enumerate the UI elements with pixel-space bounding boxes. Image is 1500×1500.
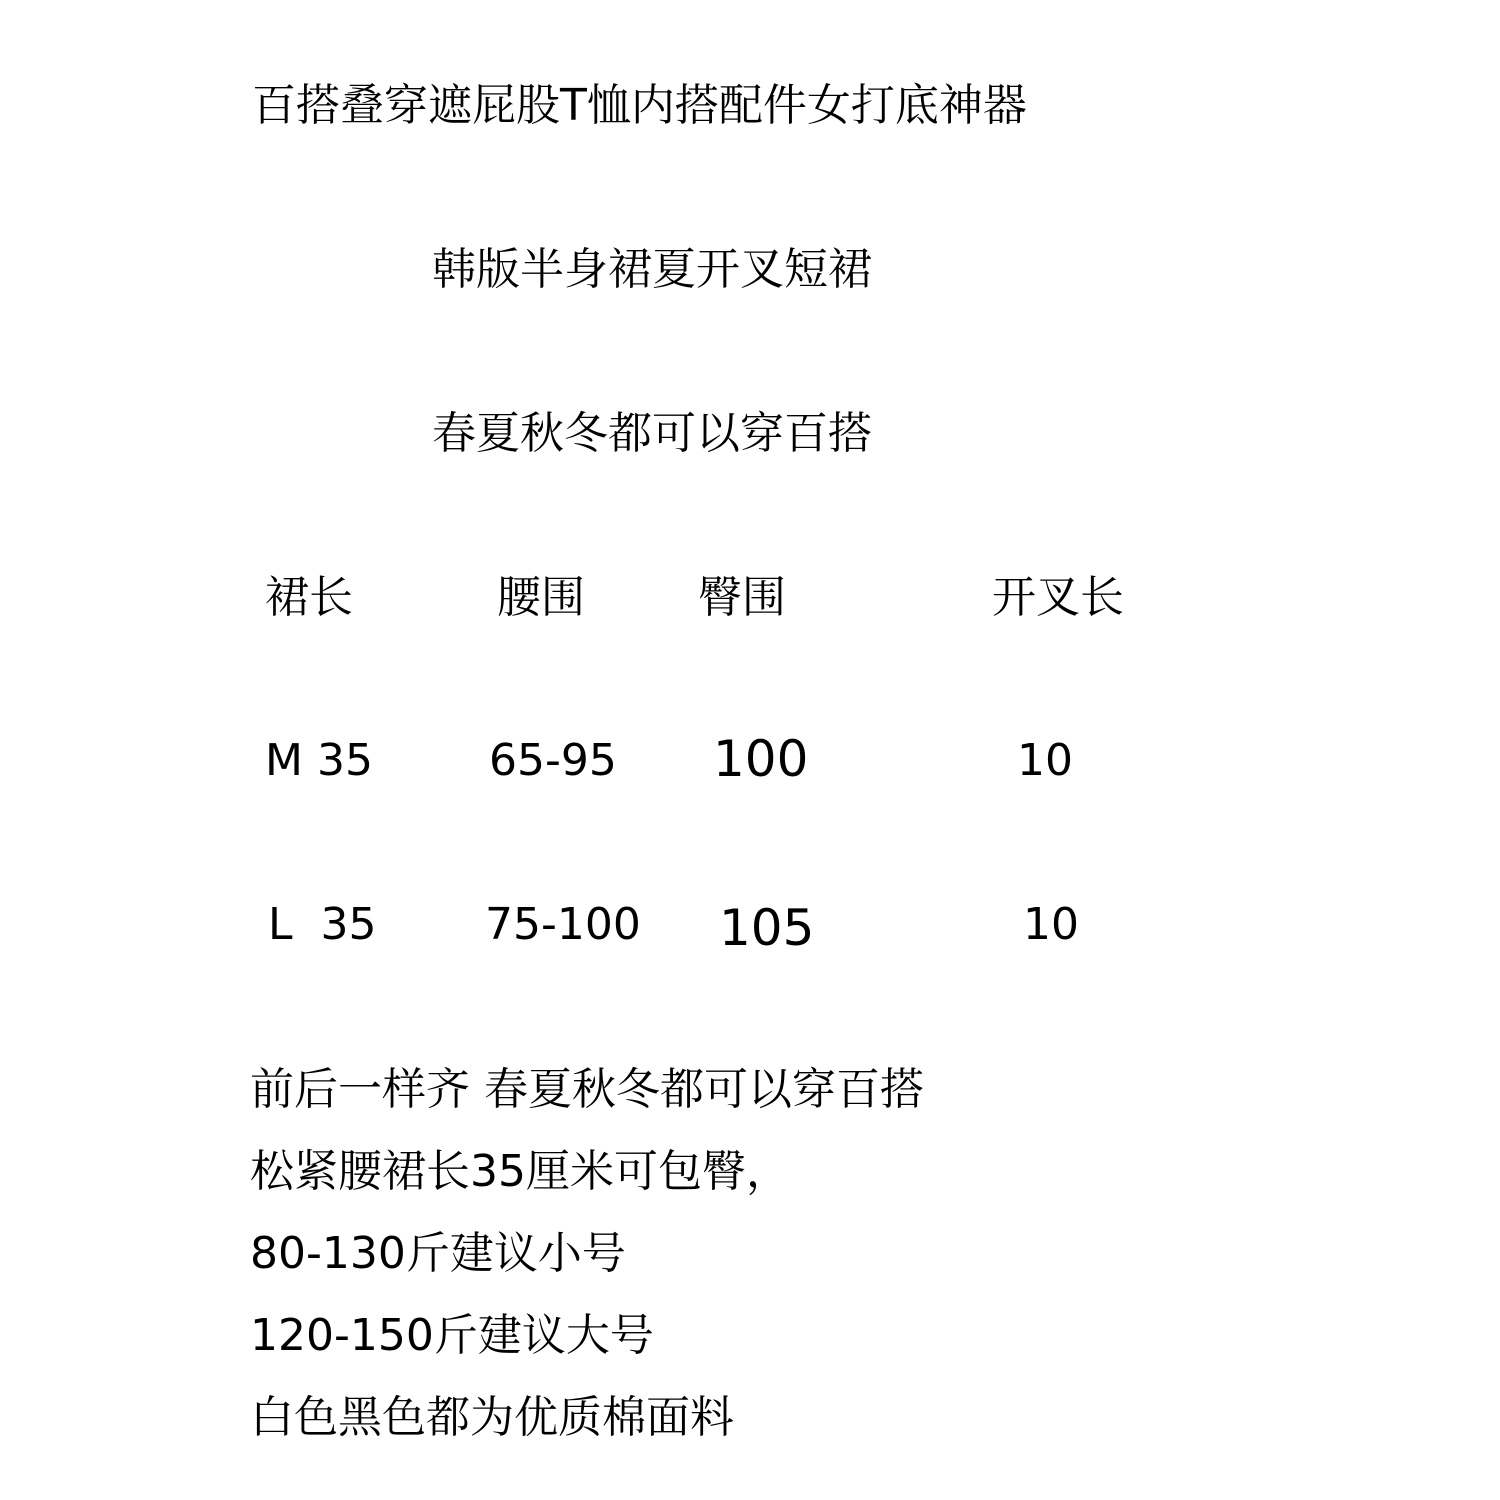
note-line-2: 松紧腰裙长35厘米可包臀，: [250, 1146, 790, 1197]
row-l-waist: 75-100: [485, 899, 641, 950]
header-hip: 臀围: [698, 572, 786, 623]
note-line-1: 前后一样齐 春夏秋冬都可以穿百搭: [250, 1064, 924, 1115]
subtitle-line-1: 韩版半身裙夏开叉短裙: [432, 244, 872, 295]
row-l-size-length: L 35: [268, 899, 377, 950]
header-waist: 腰围: [497, 572, 585, 623]
note-line-5: 白色黑色都为优质棉面料: [250, 1392, 734, 1443]
row-l-slit: 10: [1023, 899, 1079, 950]
row-m-size-length: M 35: [265, 735, 373, 786]
note-line-4: 120-150斤建议大号: [250, 1310, 654, 1361]
header-skirt-length: 裙长: [265, 572, 353, 623]
row-m-waist: 65-95: [489, 735, 617, 786]
subtitle-line-2: 春夏秋冬都可以穿百搭: [432, 408, 872, 459]
row-m-slit: 10: [1017, 735, 1073, 786]
header-slit-length: 开叉长: [992, 572, 1124, 623]
note-line-3: 80-130斤建议小号: [250, 1228, 626, 1279]
product-title: 百搭叠穿遮屁股T恤内搭配件女打底神器: [252, 80, 1027, 131]
row-l-hip: 105: [719, 899, 815, 957]
row-m-hip: 100: [713, 730, 809, 788]
